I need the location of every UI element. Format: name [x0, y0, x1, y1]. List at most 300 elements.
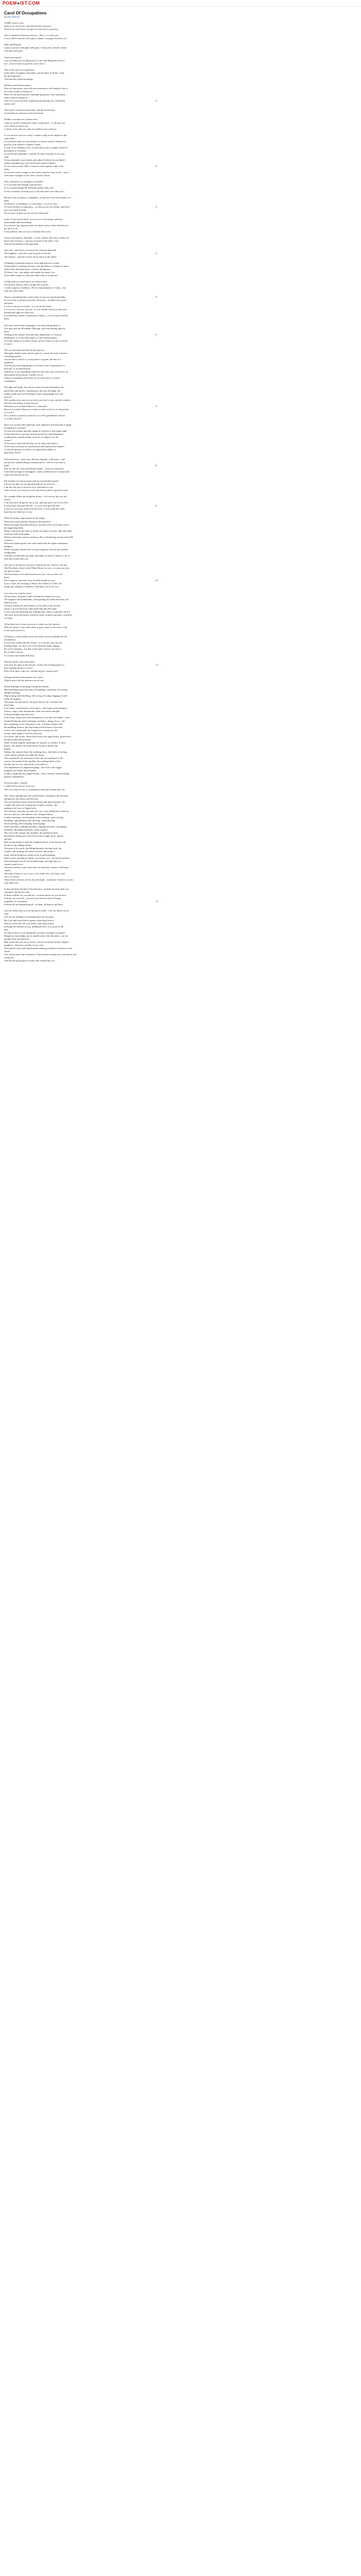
- poem-line-text: Or the stars to be put in constellations and named fancy names?: [4, 445, 64, 448]
- poem-line-text: companions;: [4, 551, 17, 554]
- poem-line-text: In the labor of engines and trades, and the labor of fields, I find: [4, 71, 64, 74]
- poem-line-text: Or the attraction of gravity, and the great laws and harmonious: [4, 433, 64, 436]
- poem-line: [4, 243, 357, 246]
- poem-line-text: the supporting desk;: [4, 526, 24, 529]
- poem-line-text: table;: [4, 168, 10, 171]
- poem-line-text: be painted in a picture?: [4, 427, 26, 430]
- poem-line-text: that fill each minute of time forever,: [4, 401, 39, 404]
- poem-line-text: best,: [4, 928, 9, 931]
- poem-line-text: Will the whole come back then?: [4, 660, 35, 663]
- poem-line-text: going and coming of commerce and mails, are all for you.: [4, 585, 59, 588]
- poem-line-text: If you remember your foolish and outlaw'd deeds, do you think I: [4, 159, 65, 162]
- poem-line-text: sorrows,: [4, 395, 12, 398]
- logo-dot-icon: ●: [17, 1, 20, 6]
- poem-line-text: Is it you that thought the President greater than you?: [4, 187, 54, 190]
- poem-line-text: Have you reckon'd the landscape took substance and form that it might: [4, 423, 72, 427]
- poem-line-text: savans?: [4, 439, 12, 442]
- poem-line-text: It is not you I go argue pro and con about, and to settle whether you: [4, 224, 69, 227]
- poem-line-text: Or men and women that they might be written of, and songs sung?: [4, 430, 68, 433]
- poem-line-text: All doctrines, all politics and civilization, exurge from you;: [4, 595, 61, 598]
- poem-line-text: agriculture itself?: [4, 451, 21, 454]
- poem-line-text: I do not affirm what you see beyond is futile—I do not advise you to: [4, 909, 70, 912]
- poem-line-text: If you become degraded, criminal, ill, then I become so for your: [4, 152, 65, 155]
- poem-line-text: The popular tastes and employments taking precedence in poems or any: [4, 946, 73, 950]
- poem-line-text: There is something that comes home to one now and perpetually;: [4, 296, 66, 299]
- site-logo[interactable]: [3, 1, 358, 6]
- poem-line: [4, 511, 357, 514]
- poem-line-text: I do not say leadings you thought great are not great;: [4, 916, 54, 919]
- poem-line-text: Workmen and Workwomen!: [4, 83, 31, 87]
- poem-line-text: I pass so poorly with paper and types, I must pass with the contact: [4, 46, 67, 49]
- poem-line-text: same shop;: [4, 137, 15, 140]
- poem-line-text: You workwomen and workmen of These States having your own divine and: [4, 953, 76, 956]
- poem-body: [4, 22, 357, 962]
- poem-line: [4, 629, 357, 632]
- poem-line-text: lintels—the mallet, the tooth-chisel, the jib to protect the: [4, 744, 58, 747]
- poem-line-text: Were I as the head teacher, charitable proprietor, wise statesman,: [4, 93, 65, 96]
- poem-line-text: Coal-mines, and all that is down there,—the lamps in the darkness,: [4, 707, 68, 710]
- poem-line-text: Do you give in that you are any less immortal?: [4, 211, 49, 214]
- poem-line-text: I take no sooner a large price than a small price—I will have my: [4, 121, 65, 124]
- poem-line-text: The Congress convenes every Twelfth-month for you;: [4, 579, 56, 582]
- poem-line-text: In things best known to you, finding the best, or as good as the: [4, 925, 64, 928]
- poem-line-text: vacuums.: [4, 616, 13, 619]
- poem-line-text: When I can touch the body of books, by night or by day, and when they: [4, 529, 72, 532]
- poem-line-text: the developments,: [4, 74, 22, 77]
- poem-line-text: Man in the first you see or touch—always in friend, brother, nighest: [4, 940, 69, 943]
- poem-line: [4, 489, 357, 492]
- poem-line-text: scalder's tub, gutting, the cutter's cleaver, the packer's: [4, 850, 55, 853]
- poem-line-text: Nothing in the reports from the State department or Treasury: [4, 333, 62, 336]
- poem-line-text: And that it is not something which by luck may turn out well for us,: [4, 370, 69, 374]
- poem-line-text: Male and Female!: [4, 43, 22, 46]
- poem-line-text: divine;: [4, 498, 11, 501]
- poem-line-text: Put in his place, carmen!: [4, 782, 28, 785]
- author-link[interactable]: Walt Whitman: [7, 15, 20, 18]
- poem-line-text: sake;: [4, 156, 9, 159]
- poem-line-text: Is it you then that thought yourself less?: [4, 183, 42, 187]
- poem-line-text: and glasses, the shears and flat-iron;: [4, 797, 39, 800]
- poem-line: [4, 256, 357, 259]
- poem-line-text: Have you reckon'd them for a trade, or farm-work? or for the profits: [4, 408, 69, 411]
- poem-line-text: The Secretaries act in their bureaus for you—not you here for: [4, 573, 63, 576]
- poem-line: [4, 343, 357, 346]
- poem-line-text: Push close, my lovers, and take the best I possess;: [4, 25, 52, 28]
- poem-line-text: And that the enclosing purport of us here is not a speculation, or: [4, 364, 65, 367]
- poem-line-text: strong life,: [4, 956, 14, 959]
- poem-line-text: This is the carol of occupations;: [4, 68, 35, 71]
- poem-line-text: I do not know what it is, except that it is grand, and that it is: [4, 358, 61, 361]
- poem-line-text: The sum of all known reverence I add up in you, whoever you are;: [4, 564, 68, 567]
- line-number: 150: [155, 900, 158, 903]
- byline-prefix: by: [4, 15, 7, 18]
- poem-line-text: Stone-cutting, shapely trimmings for façades, or window or door-: [4, 741, 67, 744]
- poem-line: [4, 473, 357, 477]
- poem-line-text: me, what would it amount to?: [4, 90, 32, 93]
- poem-line-text: are here for him;: [4, 570, 20, 573]
- poem-line-text: I bring what you much need, yet always have,: [4, 280, 48, 283]
- logo-text-main: POEM: [3, 1, 17, 6]
- poem-line-text: Beef on the butcher's stall, the slaughter-house of the butcher, the: [4, 841, 66, 844]
- poem-line-text: Will we rate our cash and business high?—I have no objection;: [4, 467, 64, 470]
- poem-line-text: personally as welcome;: [4, 149, 27, 152]
- poem-line-text: All these I see—but nigher and farther the same I see;: [4, 270, 55, 274]
- poem-line-text: me—I know that it is good for you to do so.: [4, 62, 46, 65]
- poem-line-text: The gist of histories and statistics as far back as the records: [4, 604, 60, 607]
- poem-line-text: Or the rich better off than you? or the educated wiser than you?: [4, 190, 64, 193]
- poem-line-text: Sailor-men, merchant-men, coasters, immigrants,: [4, 267, 51, 270]
- line-number: 90: [155, 504, 157, 507]
- poem-line-text: I own publicly who you are, if nobody else owns.: [4, 230, 51, 233]
- poem-line: [4, 670, 357, 673]
- poem-line-text: of stock.: [4, 342, 12, 345]
- poem-line-text: electro-plating, electrotyping, stereotyping,: [4, 822, 45, 825]
- poem-line-text: your daily life!: [4, 881, 19, 884]
- poem-line-text: them;: [4, 576, 10, 579]
- site-header: [0, 0, 361, 7]
- poem-line-text: good as your brother or dearest friend;: [4, 143, 41, 146]
- poem-line-text: (Did you think it was in the white or gray stone? or the lines of the: [4, 626, 68, 629]
- line-number: 120: [155, 663, 158, 666]
- poem-line: [4, 190, 357, 193]
- line-number: 70: [155, 404, 157, 408]
- poem-line-text: often meet strangers in the street, and love them.: [4, 174, 51, 177]
- poem-line-text: Why, what have you thought of yourself?: [4, 180, 44, 183]
- poem-line-text: the women's chorus,: [4, 651, 24, 654]
- poem-line: [4, 230, 357, 233]
- poem-line-text: doors and out-doors—one just as much as the other, I see,: [4, 240, 59, 243]
- poem-line-text: What have you reckon'd them for, camerado?: [4, 404, 47, 408]
- poem-line-text: Or to achieve yourself a position? or to fill a gentleman's leisure,: [4, 414, 65, 417]
- poem-line-text: Leather-dressing, coach-making, boiler-making, rope-twisting,: [4, 816, 64, 819]
- poem-line-text: neighbor—Woman in mother, lover, wife;: [4, 943, 44, 946]
- poem-line-text: All architecture is what you do to it when you look upon it;: [4, 623, 60, 626]
- poem-line-text: there;: [4, 330, 10, 333]
- poem-line-text: I cannot tell you how I love you,: [4, 785, 35, 788]
- poem-line-text: The implements for daguerreotyping—the tools of the rigger,: [4, 766, 62, 769]
- poem-line: [4, 290, 357, 293]
- poem-line-text: Yield closer and closer, and give me the best you possess.: [4, 28, 59, 31]
- poem-line-text: grappler, sail-maker, block-maker,: [4, 769, 37, 772]
- poem-line-text: department, or in the daily papers, or the weekly papers,: [4, 336, 58, 339]
- poem-line-text: It is not to be put in a book—it is not in this book;: [4, 305, 52, 308]
- poem-line-text: Can each see signs of the best by a look in the looking-glass? is: [4, 663, 64, 666]
- poem-line: [4, 128, 357, 131]
- poem-line-text: And not something which may yet be retracted in a certain: [4, 377, 60, 380]
- poem-line-text: It is nearer and farther than they.: [4, 654, 35, 657]
- poem-line-text: hearing and sight are from you;: [4, 311, 34, 314]
- poem-line-text: Blacksmithing, glass-blowing, nail-making, coopering, tin-roofing,: [4, 688, 68, 691]
- line-number: 20: [155, 165, 157, 168]
- poem-line: [4, 274, 357, 277]
- poem-line-text: Iron-works, forge-fires in the mountains, or by the river-banks—men: [4, 716, 70, 719]
- poem-line-text: untouchable and untouching;: [4, 221, 32, 224]
- poem-line-text: The most renown'd poems would be ashes, orations and plays would be: [4, 613, 72, 616]
- poem-line-text: If you were not breathing and walking here, where would they all be?: [4, 610, 70, 613]
- poem-line: [4, 585, 357, 588]
- poem-line-text: greed that with perfect complaisance devours all things, the: [4, 389, 61, 392]
- poem-line-text: Or diseas'd, or rheumatic, or a prostitute—or are so now;: [4, 202, 58, 205]
- poem-line: [4, 882, 357, 885]
- poem-line: [4, 654, 357, 657]
- poem-line: [4, 788, 357, 791]
- poem-line-text: or a lady's leisure?: [4, 417, 22, 420]
- poem-line-text: The apple-shaped earth, and we upon it—surely the drift of them is: [4, 351, 68, 354]
- poem-line-text: contingency.: [4, 380, 17, 383]
- poem-line-text: When a university course convinces, like a slumbering woman and child: [4, 535, 73, 538]
- poem-line-text: The veneer and glue-pot, the confectioner's ornaments, the decanter: [4, 794, 69, 797]
- poem-line-text: If you stand at work in a shop, I stand as nigh as the nighest in the: [4, 133, 67, 137]
- poem-line-text: The light and shade, the curious sense of body and identity, the: [4, 386, 64, 389]
- poem-line-text: endless pride and out-stretching of man, unspeakable joys and: [4, 392, 63, 395]
- poem-line-text: brewers, also by wine-makers, also vinegar-makers;: [4, 812, 54, 816]
- poem-line-text: shingle-dressing,: [4, 691, 21, 694]
- poem-line-text: It is not they who give the life—it is you who give the life;: [4, 504, 60, 507]
- poem-line-text: The learn'd, virtuous, benevolent, and the usual terms;: [4, 109, 56, 112]
- poem-line-text: daughter;: [4, 545, 13, 548]
- line-number: 60: [155, 333, 157, 336]
- poem-line-text: happiness,: [4, 361, 14, 364]
- poem-line-text: Were I to you as the boss employing and paying you, would that: [4, 99, 65, 103]
- poem-line-text: half and quarter barrels, the loaded barges, the high piles on: [4, 859, 61, 862]
- poem-line-text: Oil-works, silk-works, white-lead-works, the sugar-house, steam-saws,: [4, 735, 72, 738]
- poem-line-text: vault-cement, and the fire under the kettle,: [4, 754, 45, 757]
- logo-text-tail: IST.COM: [20, 1, 40, 6]
- poem-line-text: (I was chill'd with the cold types, cylinder, wet paper between us.): [4, 37, 67, 40]
- poem-line-text: When the minted gold in the vault smiles like the night-watchman's: [4, 541, 69, 545]
- poem-line-text: due combining of ore, limestone, coal—the blast-furnace and: [4, 722, 62, 725]
- poem-line-text: It is hinted by nearest, commonest, readiest—it is ever provoked by: [4, 314, 69, 317]
- poem-line-text: canals;: [4, 869, 11, 872]
- poem-line-text: brick-kiln,: [4, 704, 14, 707]
- poem-line-text: thumb,: [4, 747, 11, 750]
- poem-line-text: walks by flaggers,: [4, 698, 22, 701]
- poem-line-text: satisfy you?: [4, 103, 16, 106]
- poem-line-text: tallied in you;: [4, 601, 18, 604]
- poem-line-text: All music is what awakes from you when you are reminded by the: [4, 635, 67, 638]
- poem-line-text: I intend to reach them my hand, and make as much of them as I do of: [4, 554, 70, 557]
- poem-line: [4, 959, 357, 962]
- poem-line-text: butcher, the ice-saw, and all the work with ice,: [4, 763, 48, 766]
- poem-line-text: The daily routine of your own or any man's life—the shop, yard,: [4, 872, 65, 875]
- poem-line-text: COME closer to me;: [4, 22, 24, 24]
- poem-line-text: man I rate beyond all rate.: [4, 473, 29, 476]
- poem-line-text: Flour-works, grinding of wheat, rye, maize, rice—the barrels and the: [4, 856, 70, 859]
- poem-line-text: A man like me, and never the usual terms.: [4, 112, 44, 115]
- poem-line-text: store, or factory;: [4, 875, 20, 878]
- poem-line-text: bon-mot, or reconnoissance,: [4, 367, 31, 370]
- poem-line-text: butcher in his killing-clothes,: [4, 844, 32, 847]
- poem-line-text: If your lover, husband, wife, is welcome by day or night, I must be: [4, 146, 68, 149]
- poem-line-text: The cotton-bale, the stevedore's hook, the saw and buck of the: [4, 757, 63, 760]
- poem-line-text: It is not what is printed, preach'd, discussed—it eludes discussion: [4, 299, 67, 302]
- poem-line-text: maul, and the plenteous winter-work of pork-packing;: [4, 853, 56, 856]
- poem-line-text: We consider bibles and religions divine—I do not say they are not: [4, 495, 67, 498]
- poem-line-text: The mother—and she is every bit as much as the father.: [4, 255, 57, 258]
- poem-line-text: The pump, the pile-driver, the great derrick, the coal-kiln and: [4, 701, 62, 704]
- poem-line-text: around feeling the melt with huge crowbars—lumps of ore—the: [4, 719, 65, 722]
- poem-line: [4, 317, 357, 320]
- poem-line-text: The brewery, brewing, the malt, the vats, every thing that is done by: [4, 809, 69, 812]
- poem-line-text: estimated, and far less also;: [4, 891, 30, 894]
- poem-line-text: sawyer, the mould of the moulder, the working-knife of the: [4, 760, 60, 763]
- poem-line-text: looking through smutch'd faces,: [4, 713, 35, 716]
- poem-line-text: I will be even with you, and you shall be even with me.: [4, 127, 57, 130]
- poem-line: [4, 380, 357, 383]
- poem-line-text: The wife—and she is not one jot less than the husband;: [4, 249, 57, 252]
- poem-title: Carol Of Occupations: [4, 11, 47, 15]
- poem-line-text: and jets;: [4, 838, 12, 841]
- poem-line: [4, 679, 357, 682]
- poem-line-text: Because you are greasy or pimpled—or that you were once drunk, or a: [4, 196, 71, 199]
- poem-line-text: Young fellows working on farms, and old fellows working on farms,: [4, 264, 70, 267]
- poem-line-text: Or in the census or revenue returns, prices current, or any accounts: [4, 339, 68, 342]
- poem-line-text: And all else behind or through them.: [4, 243, 39, 246]
- poem-line-text: high?: [4, 464, 10, 467]
- poem-line-text: Objects gross and the unseen soul are one.: [4, 679, 44, 682]
- poem-line-text: And find the eternal meanings.: [4, 77, 34, 80]
- poem-line-text: Old institutions—these arts, libraries, legends, collections—and: [4, 457, 65, 461]
- line-number: 40: [155, 252, 157, 255]
- poem-line-text: arches and cornices?): [4, 629, 25, 632]
- poem-line: [4, 49, 357, 53]
- poem-line-text: and without luck must be a failure for us,: [4, 374, 43, 377]
- poem-line-text: You may read in many languages, yet read nothing about it;: [4, 324, 61, 327]
- poem-line: [4, 617, 357, 620]
- poem-line-text: The sun and stars that float in the open air;: [4, 348, 45, 351]
- poem-line-text: glazier's implements,: [4, 775, 24, 778]
- line-number: 50: [155, 296, 157, 299]
- poem-line-text: of a store?: [4, 411, 14, 414]
- poem-line-text: The pens of live pork, the killing-hammer, the hog-hook, the: [4, 847, 62, 850]
- poem-line-text: convince;: [4, 538, 13, 541]
- poem-line-text: are alive or no;: [4, 227, 19, 230]
- poem-line: [4, 451, 357, 454]
- poem-line: [4, 37, 357, 40]
- poem-line-text: Will you seek afar off? you surely come back at last,: [4, 922, 54, 925]
- poem-line-text: All I love America for, is contained in men and women like you.: [4, 788, 65, 791]
- poem-line-text: When the script preaches instead of the preacher;: [4, 520, 51, 523]
- poem-line-text: Laws, courts, the forming of States, the charters of cities, the: [4, 582, 62, 585]
- poem-line: [4, 28, 357, 31]
- poem-byline: [4, 15, 357, 19]
- poem-line-text: In them realities for you and me—in them poems for you and me;: [4, 894, 67, 897]
- poem-line-text: And all else giving place to men and women like you.: [4, 959, 56, 962]
- poem-line-text: and print;: [4, 302, 13, 305]
- poem-line-text: This is unfinish'd business with me—How is it with you?: [4, 34, 59, 37]
- poem-line: [4, 174, 357, 177]
- poem-line-text: The wonder every one sees in every one else he sees, and the wonders: [4, 398, 71, 401]
- poem-content: [0, 7, 361, 962]
- poem-line: [4, 112, 357, 115]
- poem-line-text: instruments;: [4, 638, 16, 641]
- poem-line-text: the puddling-furnace, the loup-lump at the bottom of the melt: [4, 725, 63, 728]
- poem-line-text: If you bestow gifts on your brother or dearest friend, I demand as: [4, 140, 67, 143]
- poem-line-text: In folks nearest to you finding the sweetest, strongest, lovingest;: [4, 931, 65, 934]
- poem-line-text: distilling, sign-painting, lime-burning, cotton-picking,: [4, 819, 56, 822]
- poem-line-text: If you meet some stranger in the streets, and love him or her—why I: [4, 171, 69, 174]
- poem-line-text: reach, is in you this hour, and myths and tales the same;: [4, 607, 57, 610]
- poem-line-text: It is for you, whoever you are—it is no farther from you than your: [4, 308, 67, 311]
- poem-line-text: at last—the rolling-mill, the stumpy bars of pig-iron, the: [4, 728, 58, 732]
- poem-line-text: something grand!: [4, 355, 21, 358]
- poem-line: [4, 775, 357, 778]
- poem-line-text: cannot remember my own foolish and outlaw'd deeds?: [4, 162, 56, 165]
- poem-line: [4, 417, 357, 420]
- poem-line: [4, 62, 357, 65]
- poem-line-text: echoes, songs, what meditations, what vast native thoughts: [4, 710, 60, 713]
- poem-line-text: I do not thank you for liking me as I am, and liking the touch of: [4, 59, 65, 62]
- poem-line: [4, 212, 357, 215]
- poem-line-text: combinations, and the fluids of the air, as subjects for the: [4, 436, 58, 439]
- poem-line-text: Pyrotechny, letting off color'd fireworks at night, fancy figures: [4, 835, 64, 838]
- poem-line-text: Leaves are not more shed from the trees, or trees from the earth,: [4, 507, 65, 511]
- poem-line-text: It is not the violins and the cornets—it is not the oboe nor the: [4, 641, 62, 645]
- poem-line-text: The daughter—and she is just as good as the son;: [4, 252, 51, 255]
- poem-line-text: wharves and levees;: [4, 862, 23, 866]
- poem-line-text: In them, not yourself—you and your Soul enclose all things,: [4, 897, 62, 900]
- poem-line-text: Offspring of ignorant and poor, boys apprenticed to trades,: [4, 261, 60, 264]
- poem-line-text: All sculpture and monuments, and anything inscribed anywhere, are: [4, 598, 69, 601]
- poem-line-text: Neither a servant nor a master am I;: [4, 118, 38, 121]
- poem-line-text: I am this day just as much in love with them as you;: [4, 485, 54, 488]
- poem-line-text: men and women like you.: [4, 557, 29, 561]
- poem-line: [4, 903, 357, 906]
- poem-line-text: Stave-machines, planing-machines, reaping-machines, ploughing-: [4, 825, 67, 828]
- poem-line-text: I say they have all grown out of you, and may grow out of you still;: [4, 501, 69, 504]
- line-number: 80: [155, 464, 157, 467]
- poem-line: [4, 557, 357, 561]
- poem-line-text: saw your name in print,: [4, 208, 27, 211]
- poem-line-text: Ship-joining, dock-building, fish-curing, ferrying, flagging of side-: [4, 694, 68, 698]
- poem-line-text: offer the value itself.: [4, 290, 24, 293]
- poem-line-text: thief,: [4, 199, 9, 202]
- poem-line-text: Oakum, the oakum-chisel, the caulking-iron—the kettle of boiling: [4, 750, 67, 753]
- poem-line-text: When the psalm sings instead of the singer;: [4, 517, 45, 520]
- poem-line-text: them.: [4, 317, 10, 320]
- line-number: 30: [155, 205, 157, 208]
- poem-line-text: Were all educations, practical and ornamental, well display'd out of: [4, 87, 68, 90]
- poem-line-text: In them the development good—in them, all themes and hints.: [4, 903, 63, 906]
- poem-line-text: what would it amount to?: [4, 96, 28, 99]
- poem-line-text: Happiness, knowledge, not in another place, but this place—not for: [4, 934, 68, 937]
- poem-line-text: his sweet romanza—nor that of the men's chorus, nor that of: [4, 648, 61, 651]
- poem-line-text: Or that the growth of seeds is for agricultural tables, or: [4, 448, 56, 451]
- poem-line-text: Or from frivolity or impotence—or that you are no scholar, and never: [4, 205, 70, 208]
- poem-line-text: machines, thrashing-machines, steam wagons,: [4, 828, 48, 832]
- poem-line-text: where,: [4, 950, 11, 953]
- poem-line: [4, 103, 357, 106]
- poem-line: [4, 78, 357, 81]
- poem-line-text: strong, clean-shaped T-rail for railroads;: [4, 732, 42, 735]
- poem-line-text: Souls of men and women! it is not you I call unseen, unheard,: [4, 217, 63, 221]
- poem-line-text: than they are shed out of you.: [4, 511, 32, 514]
- poem-line-text: I do not say they are not grand and good, for they are,: [4, 482, 55, 485]
- poem-line-text: The President is there in the White House for you—it is not you who: [4, 567, 70, 570]
- poem-line-text: I rate them as high as the highest—then a child born of a woman and: [4, 470, 70, 473]
- poem-line-text: If you carouse at the table, I carouse at the opposite side of the: [4, 165, 63, 168]
- poem-line-text: Then I am in love with you, and with all my fellows upon the earth.: [4, 489, 69, 492]
- poem-line-text: regardless of estimation;: [4, 900, 28, 903]
- poem-line-text: of bodies and souls.: [4, 49, 23, 53]
- poem-line-text: another hour, but this hour;: [4, 937, 30, 940]
- poem-line-text: touch my body back again;: [4, 532, 30, 535]
- poem-line-text: counter and stool, the writing-pen of quill or metal—the: [4, 803, 58, 806]
- poem-line-text: The cart of the carman, the omnibus, the ponderous dray;: [4, 832, 59, 835]
- poem-line-text: I send no agent or medium, offer no representative of value—but: [4, 286, 66, 289]
- poem-line-text: beating drums, nor the score of the baritone singer singing: [4, 645, 60, 648]
- poem-line-text: making of all sorts of edged tools;: [4, 806, 37, 809]
